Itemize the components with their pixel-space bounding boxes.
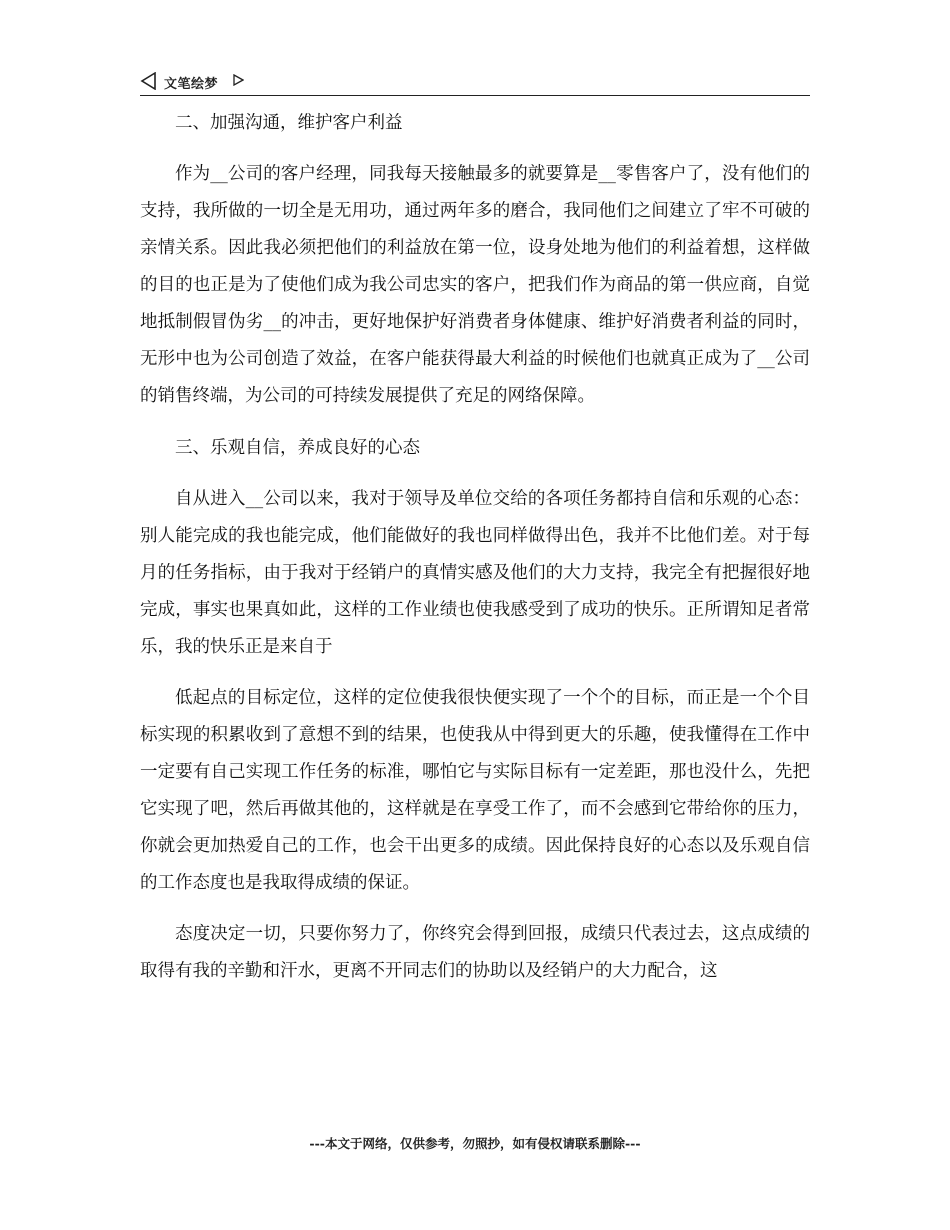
left-triangle-icon	[140, 72, 158, 90]
page-header	[140, 66, 810, 96]
footer-disclaimer: ---本文于网络，仅供参考，勿照抄，如有侵权请联系删除---	[309, 1136, 641, 1151]
section-heading: 三、乐观自信，养成良好的心态	[175, 438, 420, 458]
document-body	[140, 104, 810, 1004]
brand-label: 文笔绘梦	[164, 77, 219, 92]
paragraph: 作为__公司的客户经理，同我每天接触最多的就要算是__零售客户了，没有他们的支持，我所做的一切全是无用功，通过两年多的磨合，我同他们之间建立了牢不可破的亲情关系。因此我必须把他们的利益放在第一位，设身处地为他们的利益着想，这样做的目的也正是为了使他们成为我公司忠实的客户，把我们作为商品的第一供应商，自觉地抵制假冒伪劣__的冲击，更好地保护好消费者身体健康、维护好消费者利益的同时，无形中也为公司创造了效益，在客户能获得最大利益的时候他们也就真正成为了__公司的销售终端，为公司的可持续发展提供了充足的网络保障。	[140, 164, 810, 406]
section-heading: 二、加强沟通，维护客户利益	[175, 113, 403, 133]
paragraph: 自从进入__公司以来，我对于领导及单位交给的各项任务都持自信和乐观的心态：别人能完成的我也能完成，他们能做好的我也同样做得出色，我并不比他们差。对于每月的任务指标，由于我对于经销户的真情实感及他们的大力支持，我完全有把握很好地完成，事实也果真如此，这样的工作业绩也使我感受到了成功的快乐。正所谓知足者常乐，我的快乐正是来自于	[140, 489, 810, 657]
right-triangle-icon	[232, 74, 244, 86]
paragraph: 态度决定一切，只要你努力了，你终究会得到回报，成绩只代表过去，这点成绩的取得有我的辛勤和汗水，更离不开同志们的协助以及经销户的大力配合，这	[140, 924, 810, 981]
paragraph: 低起点的目标定位，这样的定位使我很快便实现了一个个的目标，而正是一个个目标实现的积累收到了意想不到的结果，也使我从中得到更大的乐趣，使我懂得在工作中一定要有自己实现工作任务的标准，哪怕它与实际目标有一定差距，那也没什么，先把它实现了吧，然后再做其他的，这样就是在享受工作了，而不会感到它带给你的压力，你就会更加热爱自己的工作，也会干出更多的成绩。因此保持良好的心态以及乐观自信的工作态度也是我取得成绩的保证。	[140, 688, 810, 893]
